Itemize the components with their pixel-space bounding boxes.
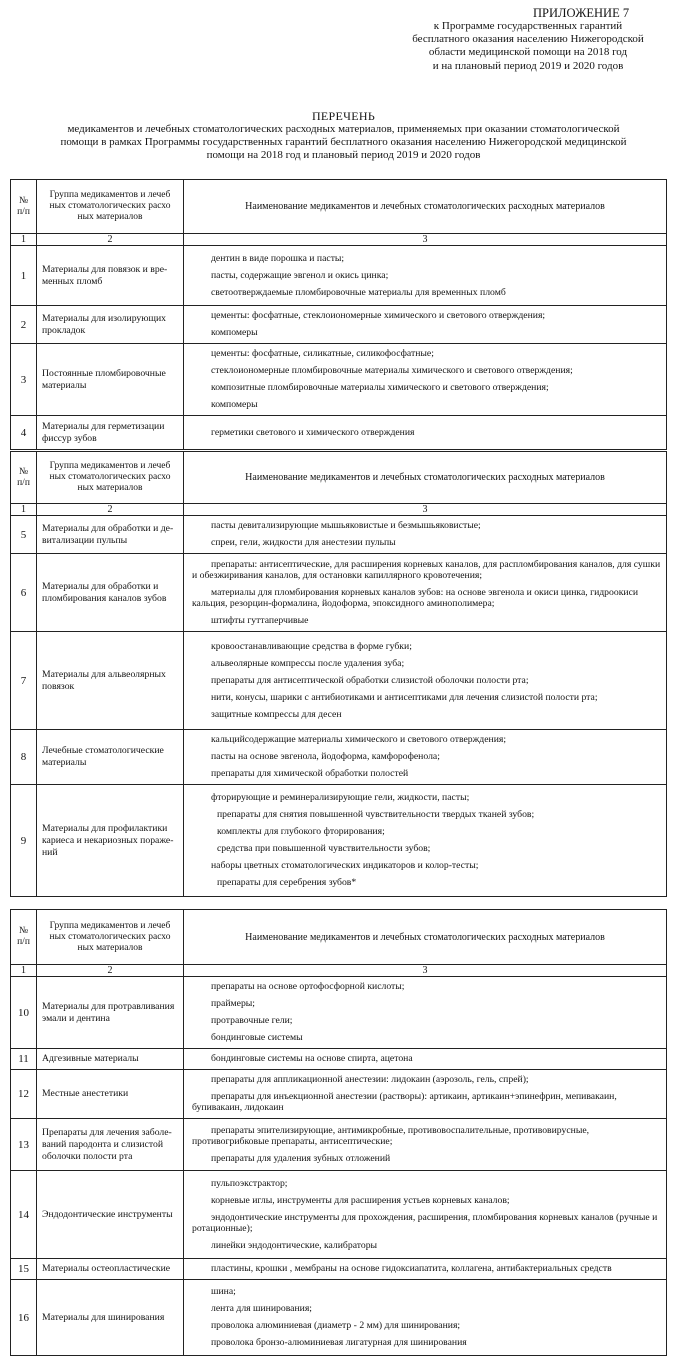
materials-table-3 [10,909,667,1356]
column-header-number: № п/п [11,452,37,504]
items-cell [184,1280,667,1356]
item-entry: стеклоиономерные пломбировочные материалы химического и светового отверждения; [211,365,573,376]
table-row [11,977,667,1049]
item-entry: праймеры; [211,998,255,1009]
row-number: 14 [11,1171,37,1259]
table-row [11,1070,667,1119]
title-line: помощи на 2018 год и плановый период 2019 и 2020 годов [206,149,481,161]
items-cell [184,785,667,897]
item-entry: цементы: фосфатные, силикатные, силикофосфатные; [211,348,434,359]
group-name: Местные анестетики [37,1070,184,1119]
materials-table-1 [10,179,667,450]
column-number: 1 [11,965,37,977]
column-number: 2 [37,234,184,246]
items-cell [184,1119,667,1171]
items-cell [184,632,667,730]
table-row [11,1171,667,1259]
item-entry: лента для шинирования; [211,1303,312,1314]
item-entry: компомеры [211,399,258,410]
item-entry: бондинговые системы [211,1032,303,1043]
items-cell [184,977,667,1049]
item-entry: дентин в виде порошка и пасты; [211,252,345,264]
column-number-row [11,504,667,516]
title-line: медикаментов и лечебных стоматологических расходных материалов, применяемых при оказании стоматологической [67,123,620,135]
item-entry: наборы цветных стоматологических индикаторов и колор-тесты; [211,860,479,871]
table-row [11,1119,667,1171]
items-cell [184,1070,667,1119]
item-entry: нити, конусы, шарики с антибиотиками и антисептиками для лечения слизистой полости рта; [211,691,598,703]
row-number: 2 [11,306,37,344]
column-number: 3 [184,234,667,246]
item-entry: компомеры [211,327,258,338]
table-row [11,306,667,344]
group-name: Материалы для повязок и вре- менных пломб [37,246,184,306]
group-name: Постоянные пломбировочные материалы [37,344,184,416]
group-name: Адгезивные материалы [37,1049,184,1070]
row-number: 1 [11,246,37,306]
table-row [11,344,667,416]
item-entry: линейки эндодонтические, калибраторы [211,1239,378,1251]
table-header-row [11,452,667,504]
group-name: Материалы для обработки и пломбирования каналов зубов [37,554,184,632]
appendix-block [383,6,673,73]
item-entry: кальцийсодержащие материалы химического и светового отверждения; [211,734,507,745]
appendix-line: и на плановый период 2019 и 2020 годов [432,59,624,72]
item-entry: проволока алюминиевая (диаметр - 2 мм) для шинирования; [211,1320,461,1331]
column-number-row [11,965,667,977]
column-header-number: № п/п [11,180,37,234]
row-number: 8 [11,730,37,785]
item-entry: пасты на основе эвгенола, йодоформа, камфорофенола; [211,751,440,762]
item-entry: препараты для химической обработки полостей [211,768,409,779]
item-entry: препараты для аппликационной анестезии: лидокаин (аэрозоль, гель, спрей); [211,1074,529,1085]
item-entry: альвеолярные компрессы после удаления зуба; [211,657,405,669]
table-row [11,730,667,785]
table-header-row [11,910,667,965]
column-header-group: Группа медикаментов и лечеб ных стоматологических расхо ных материалов [37,452,184,504]
items-cell [184,1049,667,1070]
document-title [12,110,675,162]
items-cell [184,306,667,344]
table-row [11,1259,667,1280]
column-header-group: Группа медикаментов и лечеб ных стоматологических расхо ных материалов [37,180,184,234]
group-name: Материалы для альвеолярных повязок [37,632,184,730]
items-cell [184,730,667,785]
group-name: Материалы для обработки и де- витализации пульпы [37,516,184,554]
column-number: 3 [184,965,667,977]
group-name: Препараты для лечения заболе- ваний пародонта и слизистой оболочки полости рта [37,1119,184,1171]
column-number-row [11,234,667,246]
row-number: 15 [11,1259,37,1280]
title-heading: ПЕРЕЧЕНЬ [311,109,376,123]
item-entry: цементы: фосфатные, стеклоиономерные химического и светового отверждения; [211,310,546,321]
table-row [11,246,667,306]
item-entry: герметики светового и химического отверждения [211,426,415,438]
column-number: 1 [11,504,37,516]
column-number: 1 [11,234,37,246]
column-header-number: № п/п [11,910,37,965]
appendix-line: бесплатного оказания населению Нижегородской [412,33,644,46]
item-entry: шина; [211,1286,236,1297]
item-entry: бондинговые системы на основе спирта, ацетона [211,1053,413,1064]
item-entry: материалы для пломбирования корневых каналов зубов: на основе эвгенола и окиси цинка, гидроокиси кальция, резорцин-формалина, йодоформа, эпоксидного аминополимера; [192,586,639,609]
group-name: Лечебные стоматологические материалы [37,730,184,785]
column-header-group: Группа медикаментов и лечеб ных стоматологических расхо ных материалов [37,910,184,965]
items-cell [184,554,667,632]
items-cell [184,1171,667,1259]
item-entry: препараты для снятия повышенной чувствительности твердых тканей зубов; [217,809,535,820]
item-entry: штифты гуттаперчивые [211,614,309,626]
table-row [11,785,667,897]
column-header-name: Наименование медикаментов и лечебных стоматологических расходных материалов [184,180,667,234]
column-number: 2 [37,504,184,516]
items-cell [184,344,667,416]
item-entry: комплекты для глубокого фторирования; [217,826,385,837]
appendix-line: к Программе государственных гарантий [433,20,623,32]
item-entry: препараты эпителизирующие, антимикробные, противовоспалительные, противовирусные, противогрибковые препараты, антисептические; [192,1124,590,1147]
group-name: Материалы для изолирующих прокладок [37,306,184,344]
table-row [11,554,667,632]
row-number: 16 [11,1280,37,1356]
column-number: 3 [184,504,667,516]
appendix-line: области медицинской помощи на 2018 год [428,46,628,59]
item-entry: светоотверждаемые пломбировочные материалы для временных пломб [211,286,506,298]
item-entry: композитные пломбировочные материалы химического и светового отверждения; [211,382,549,393]
column-header-name: Наименование медикаментов и лечебных стоматологических расходных материалов [184,910,667,965]
materials-table-2 [10,451,667,897]
row-number: 6 [11,554,37,632]
row-number: 11 [11,1049,37,1070]
row-number: 12 [11,1070,37,1119]
group-name: Материалы для протравливания эмали и дентина [37,977,184,1049]
group-name: Материалы для профилактики кариеса и некариозных пораже- ний [37,785,184,897]
row-number: 3 [11,344,37,416]
item-entry: защитные компрессы для десен [211,708,342,720]
item-entry: препараты для серебрения зубов* [217,877,357,888]
row-number: 13 [11,1119,37,1171]
row-number: 5 [11,516,37,554]
table-row [11,416,667,450]
table-row [11,1280,667,1356]
item-entry: препараты для удаления зубных отложений [211,1152,391,1164]
group-name: Материалы остеопластические [37,1259,184,1280]
column-header-name: Наименование медикаментов и лечебных стоматологических расходных материалов [184,452,667,504]
items-cell [184,516,667,554]
item-entry: корневые иглы, инструменты для расширения устьев корневых каналов; [211,1194,510,1206]
group-name: Материалы для шинирования [37,1280,184,1356]
items-cell [184,246,667,306]
item-entry: пасты, содержащие эвгенол и окись цинка; [211,269,389,281]
title-line: помощи в рамках Программы государственных гарантий бесплатного оказания населению Нижегородской медицинской [60,136,627,148]
item-entry: проволока бронзо-алюминиевая лигатурная для шинирования [211,1337,467,1348]
column-number: 2 [37,965,184,977]
item-entry: средства при повышенной чувствительности зубов; [217,843,431,854]
table-header-row [11,180,667,234]
item-entry: пульпоэкстрактор; [211,1177,288,1189]
row-number: 10 [11,977,37,1049]
item-entry: препараты: антисептические, для расширения корневых каналов, для распломбирования каналов, для сушки и обезжиривания каналов, для остановки капиллярного кровотечения; [192,558,661,581]
table-row [11,1049,667,1070]
item-entry: пластины, крошки , мембраны на основе гидоксиапатита, коллагена, антибактериальных средств [211,1263,612,1274]
item-entry: препараты на основе ортофосфорной кислоты; [211,981,405,992]
item-entry: фторирующие и реминерализирующие гели, жидкости, пасты; [211,792,470,803]
item-entry: спреи, гели, жидкости для анестезии пульпы [211,537,396,548]
items-cell [184,416,667,450]
item-entry: препараты для антисептической обработки слизистой оболочки полости рта; [211,674,529,686]
item-entry: пасты девитализирующие мышьяковистые и безмышьяковистые; [211,520,481,531]
group-name: Эндодонтические инструменты [37,1171,184,1259]
appendix-number: ПРИЛОЖЕНИЕ 7 [533,6,630,20]
item-entry: протравочные гели; [211,1015,293,1026]
row-number: 9 [11,785,37,897]
item-entry: кровоостанавливающие средства в форме губки; [211,640,412,652]
row-number: 7 [11,632,37,730]
table-row [11,632,667,730]
table-row [11,516,667,554]
item-entry: препараты для инъекционной анестезии (растворы): артикаин, артикаин+эпинефрин, мепивакаин, бупивакаин, лидокаин [192,1091,617,1113]
row-number: 4 [11,416,37,450]
item-entry: эндодонтические инструменты для прохождения, расширения, пломбирования корневых каналов (ручные и ротационные); [192,1211,658,1234]
group-name: Материалы для герметизации фиссур зубов [37,416,184,450]
items-cell [184,1259,667,1280]
